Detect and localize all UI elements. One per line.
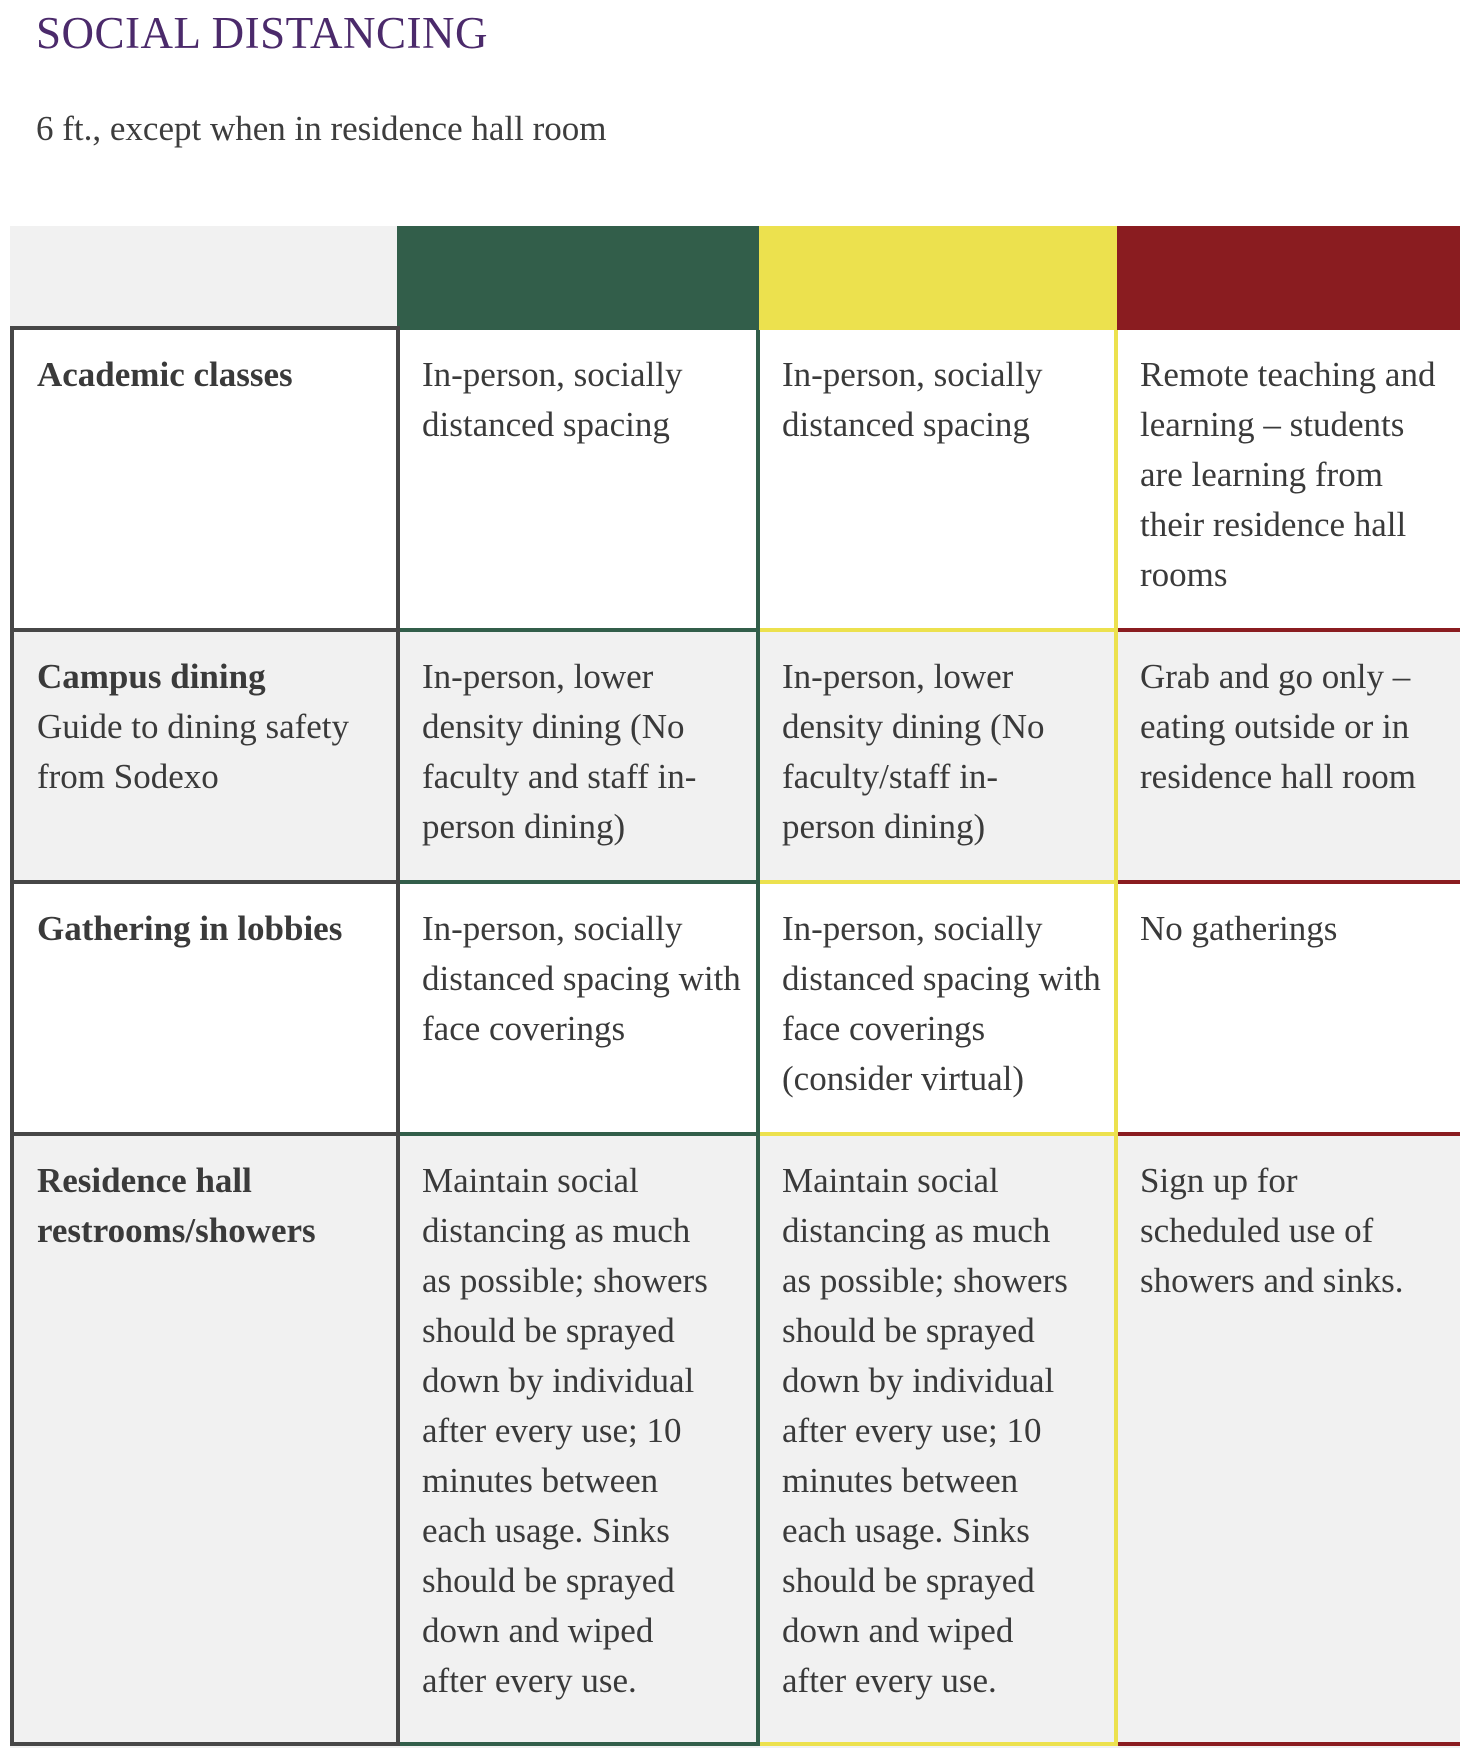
page-subtitle: 6 ft., except when in residence hall room	[36, 109, 607, 148]
table-cell: In-person, lower density dining (No faculty/staff in-person dining)	[782, 657, 1045, 846]
row-label: Academic classes	[37, 355, 293, 394]
table-cell: Sign up for scheduled use of showers and sinks.	[1140, 1161, 1404, 1300]
level-yellow-swatch	[759, 226, 1117, 330]
table-cell: Maintain social distancing as much as possible; showers should be sprayed down by individual after every use; 10 minutes between each usage. Sinks should be sprayed down and wiped after every use.	[422, 1161, 708, 1700]
border-line	[760, 628, 1117, 632]
table-cell: Grab and go only – eating outside or in residence hall room	[1140, 657, 1417, 796]
border-line	[1118, 880, 1460, 884]
border-line	[400, 1742, 759, 1746]
border-line	[1118, 628, 1460, 632]
border-line	[400, 1132, 759, 1136]
table-cell: In-person, socially distanced spacing with face coverings (consider virtual)	[782, 909, 1101, 1098]
border-line	[760, 1132, 1117, 1136]
border-line	[10, 1742, 400, 1746]
border-line	[10, 326, 14, 1746]
table-cell: In-person, lower density dining (No faculty and staff in-person dining)	[422, 657, 697, 846]
table-cell: In-person, socially distanced spacing	[422, 355, 683, 444]
level-red-swatch	[1117, 226, 1460, 330]
row-label-cell	[37, 1156, 337, 1256]
row-label-cell	[37, 350, 377, 400]
table-cell: In-person, socially distanced spacing with face coverings	[422, 909, 741, 1048]
border-line	[1114, 330, 1118, 1746]
border-line	[760, 880, 1117, 884]
border-line	[1118, 1742, 1460, 1746]
border-line	[10, 1132, 400, 1136]
table-cell: Remote teaching and learning – students are learning from their residence hall rooms	[1140, 355, 1436, 594]
social-distancing-table	[10, 226, 1460, 1748]
table-cell: No gatherings	[1140, 909, 1338, 948]
border-line	[396, 326, 400, 1746]
border-line	[760, 1742, 1117, 1746]
border-line	[10, 326, 400, 330]
border-line	[756, 330, 760, 1746]
row-label: Residence hall restrooms/showers	[37, 1161, 316, 1250]
border-line	[1118, 1132, 1460, 1136]
row-label-cell	[37, 652, 377, 802]
row-label: Gathering in lobbies	[37, 909, 343, 948]
border-line	[400, 880, 759, 884]
table-cell: In-person, socially distanced spacing	[782, 355, 1043, 444]
page-heading: SOCIAL DISTANCING	[36, 8, 488, 58]
border-line	[400, 628, 759, 632]
row-sublabel: Guide to dining safety from Sodexo	[37, 707, 350, 796]
border-line	[10, 880, 400, 884]
row-label: Campus dining	[37, 657, 266, 696]
row-label-cell	[37, 904, 377, 954]
level-green-swatch	[397, 226, 759, 330]
border-line	[10, 628, 400, 632]
table-cell: Maintain social distancing as much as possible; showers should be sprayed down by individual after every use; 10 minutes between each usage. Sinks should be sprayed down and wiped after every use.	[782, 1161, 1068, 1700]
